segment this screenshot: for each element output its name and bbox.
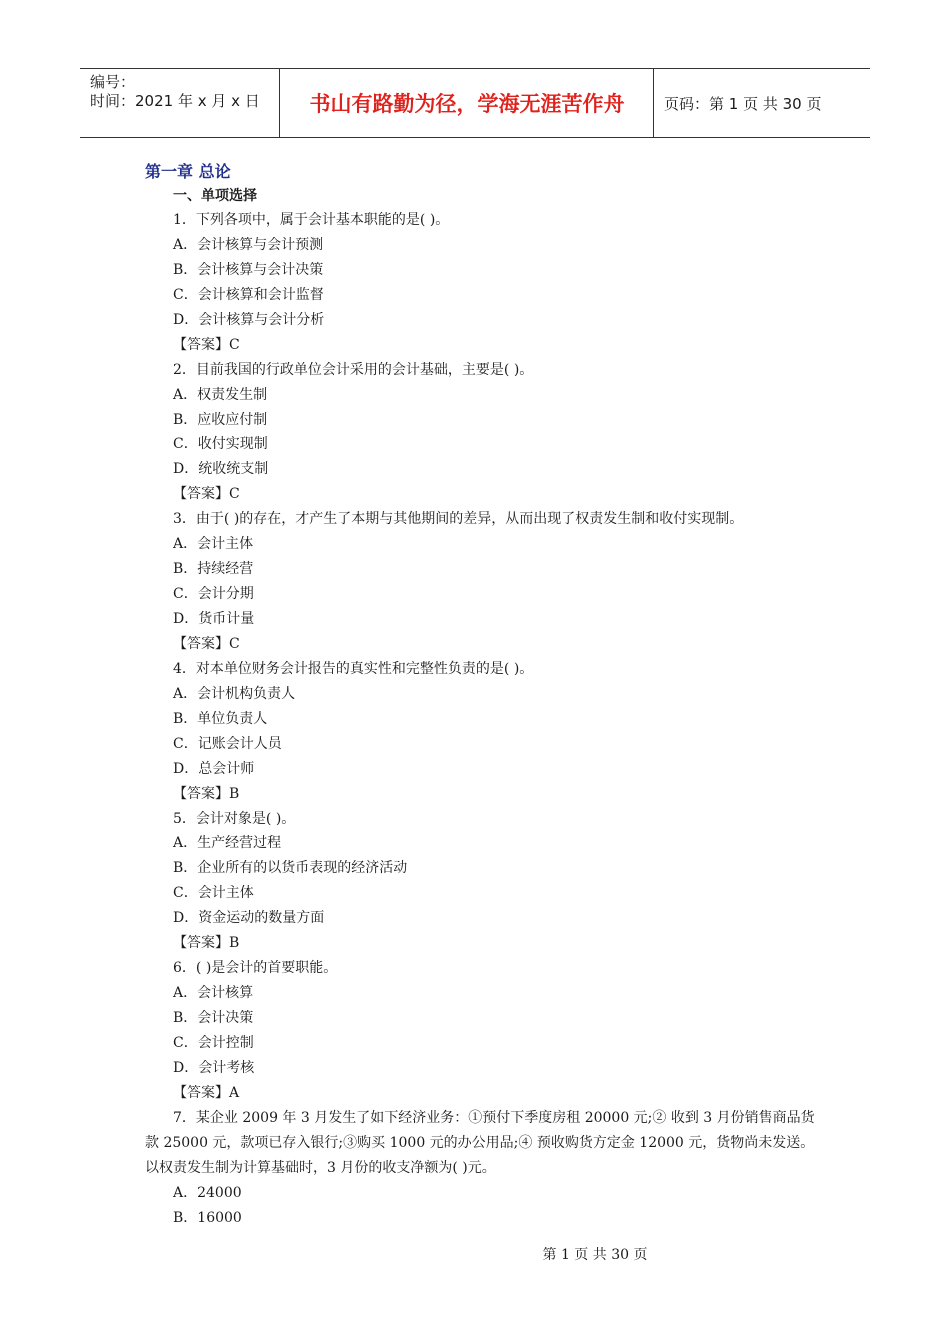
question-1 [145, 208, 815, 358]
option: D．会计考核 [173, 1059, 255, 1076]
option: A．会计主体 [173, 536, 254, 553]
answer: 【答案】B [173, 785, 240, 802]
time-label: 时间：2021 年 x 月 x 日 [90, 92, 260, 110]
option: B．应收应付制 [173, 411, 268, 428]
question-2 [145, 358, 815, 508]
question-stem: 3．由于( )的存在，才产生了本期与其他期间的差异，从而出现了权责发生制和收付实现制。 [173, 511, 744, 528]
option: C．收付实现制 [173, 436, 268, 453]
header-motto: 书山有路勤为径，学海无涯苦作舟 [281, 69, 654, 137]
option: D．货币计量 [173, 611, 255, 627]
question-stem: 2．目前我国的行政单位会计采用的会计基础，主要是( )。 [173, 361, 534, 378]
option: B．会计决策 [173, 1010, 254, 1026]
question-stem: 6．( )是会计的首要职能。 [173, 960, 338, 977]
option: D．总会计师 [173, 760, 255, 777]
question-stem: 7．某企业 2009 年 3 月发生了如下经济业务：①预付下季度房租 20000 元;② 收到 3 月份销售商品货款 25000 元，款项已存入银行;③购买 1000 元的办公用品;④ 预收购货方定金 12000 元，货物尚未发送。以权责发生制为计算基础时，3 月份的收支净额为( )元。 [145, 1109, 815, 1176]
answer: 【答案】C [173, 486, 240, 503]
answer: 【答案】C [173, 635, 240, 652]
option: D．统收统支制 [173, 461, 269, 478]
question-stem: 5．会计对象是( )。 [173, 810, 296, 827]
chapter-title: 第一章 总论 [145, 162, 231, 181]
page-header [80, 68, 870, 138]
option: A．会计机构负责人 [173, 685, 296, 702]
answer: 【答案】B [173, 935, 240, 952]
option: D．会计核算与会计分析 [173, 311, 325, 328]
option: C．记账会计人员 [173, 735, 282, 752]
question-6 [145, 956, 815, 1106]
question-stem: 4．对本单位财务会计报告的真实性和完整性负责的是( )。 [173, 660, 534, 677]
answer: 【答案】A [173, 1084, 240, 1101]
option: A．会计核算与会计预测 [173, 236, 324, 253]
page-footer: 第 1 页 共 30 页 [542, 1247, 648, 1263]
option: C．会计控制 [173, 1034, 254, 1051]
header-page-label: 页码：第 1 页 共 30 页 [664, 94, 822, 113]
header-meta [80, 69, 280, 137]
document-body [145, 160, 815, 1230]
question-3 [145, 507, 815, 657]
question-5 [145, 807, 815, 957]
option: A．权责发生制 [173, 386, 268, 403]
question-4 [145, 657, 815, 807]
question-stem: 1．下列各项中，属于会计基本职能的是( )。 [173, 212, 450, 228]
option: B．持续经营 [173, 561, 254, 578]
option: C．会计主体 [173, 885, 254, 902]
answer: 【答案】C [173, 336, 240, 353]
option: A．会计核算 [173, 985, 254, 1002]
section-title: 一、单项选择 [173, 188, 257, 204]
option: B．会计核算与会计决策 [173, 261, 324, 278]
option: C．会计分期 [173, 586, 254, 603]
option: A．24000 [173, 1184, 242, 1201]
option: B．单位负责人 [173, 710, 268, 727]
question-7 [145, 1106, 815, 1231]
number-label: 编号： [90, 73, 136, 91]
option: B．企业所有的以货币表现的经济活动 [173, 860, 408, 877]
option: D．资金运动的数量方面 [173, 910, 325, 927]
option: B．16000 [173, 1209, 242, 1226]
option: A．生产经营过程 [173, 835, 282, 852]
option: C．会计核算和会计监督 [173, 286, 324, 303]
